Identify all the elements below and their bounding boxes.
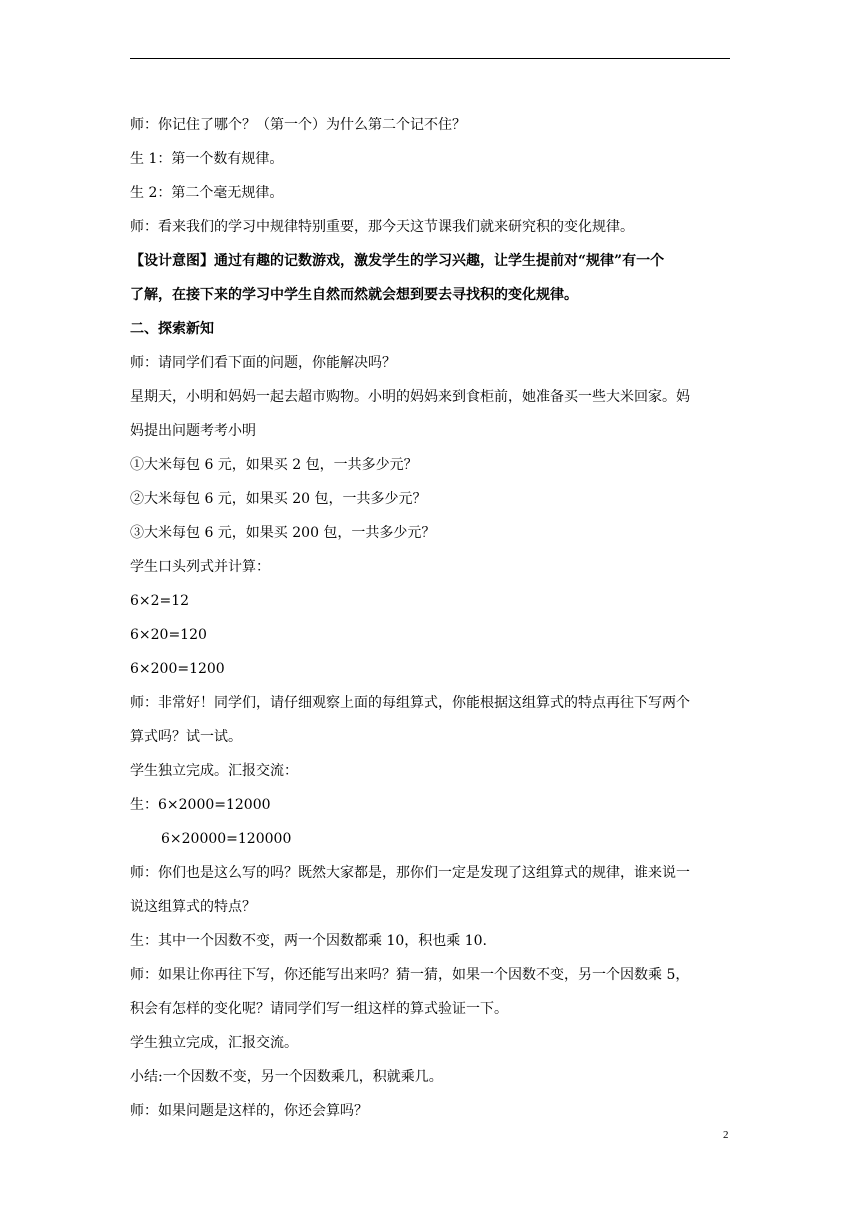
design-intent-line: 了解，在接下来的学习中学生自然而然就会想到要去寻找积的变化规律。 — [130, 287, 578, 303]
paragraph-line: 师：非常好！同学们，请仔细观察上面的每组算式，你能根据这组算式的特点再往下写两个 — [130, 695, 690, 711]
question-item: ③大米每包 6 元，如果买 200 包，一共多少元？ — [130, 525, 436, 541]
question-item: ②大米每包 6 元，如果买 20 包，一共多少元？ — [130, 491, 427, 507]
equation-line: 6×20=120 — [130, 627, 207, 643]
document-body — [130, 108, 730, 1128]
paragraph-line: 学生口头列式并计算： — [130, 559, 270, 575]
paragraph-line: 说这组算式的特点？ — [130, 899, 256, 915]
design-intent-line: 【设计意图】通过有趣的记数游戏，激发学生的学习兴趣，让学生提前对“规律”有一个 — [130, 253, 665, 269]
question-item: ①大米每包 6 元，如果买 2 包，一共多少元？ — [130, 457, 418, 473]
paragraph-line: 妈提出问题考考小明 — [130, 423, 256, 439]
paragraph-line: 师：你记住了哪个？（第一个）为什么第二个记不住？ — [130, 117, 466, 133]
paragraph-line: 学生独立完成。汇报交流： — [130, 763, 298, 779]
summary-line: 小结:一个因数不变，另一个因数乘几，积就乘几。 — [130, 1069, 443, 1085]
header-rule — [130, 58, 730, 59]
paragraph-line: 积会有怎样的变化呢？请同学们写一组这样的算式验证一下。 — [130, 1001, 508, 1017]
paragraph-line: 生：其中一个因数不变，两一个因数都乘 10，积也乘 10. — [130, 933, 487, 949]
equation-line: 6×200=1200 — [130, 661, 225, 677]
section-heading: 二、探索新知 — [130, 321, 214, 337]
equation-line: 6×2=12 — [130, 593, 190, 609]
equation-line: 6×20000=120000 — [161, 831, 292, 847]
equation-line: 生：6×2000=12000 — [130, 797, 271, 813]
paragraph-line: 学生独立完成，汇报交流。 — [130, 1035, 298, 1051]
paragraph-line: 算式吗？试一试。 — [130, 729, 242, 745]
paragraph-line: 星期天，小明和妈妈一起去超市购物。小明的妈妈来到食柜前，她准备买一些大米回家。妈 — [130, 389, 690, 405]
paragraph-line: 生 1：第一个数有规律。 — [130, 151, 284, 167]
paragraph-line: 师：看来我们的学习中规律特别重要，那今天这节课我们就来研究积的变化规律。 — [130, 219, 634, 235]
paragraph-line: 师：请同学们看下面的问题，你能解决吗？ — [130, 355, 396, 371]
paragraph-line: 生 2：第二个毫无规律。 — [130, 185, 284, 201]
paragraph-line: 师：你们也是这么写的吗？既然大家都是，那你们一定是发现了这组算式的规律，谁来说一 — [130, 865, 690, 881]
page-number: 2 — [723, 1129, 729, 1141]
paragraph-line: 师：如果问题是这样的，你还会算吗？ — [130, 1103, 368, 1119]
paragraph-line: 师：如果让你再往下写，你还能写出来吗？猜一猜，如果一个因数不变，另一个因数乘 5， — [130, 967, 690, 983]
